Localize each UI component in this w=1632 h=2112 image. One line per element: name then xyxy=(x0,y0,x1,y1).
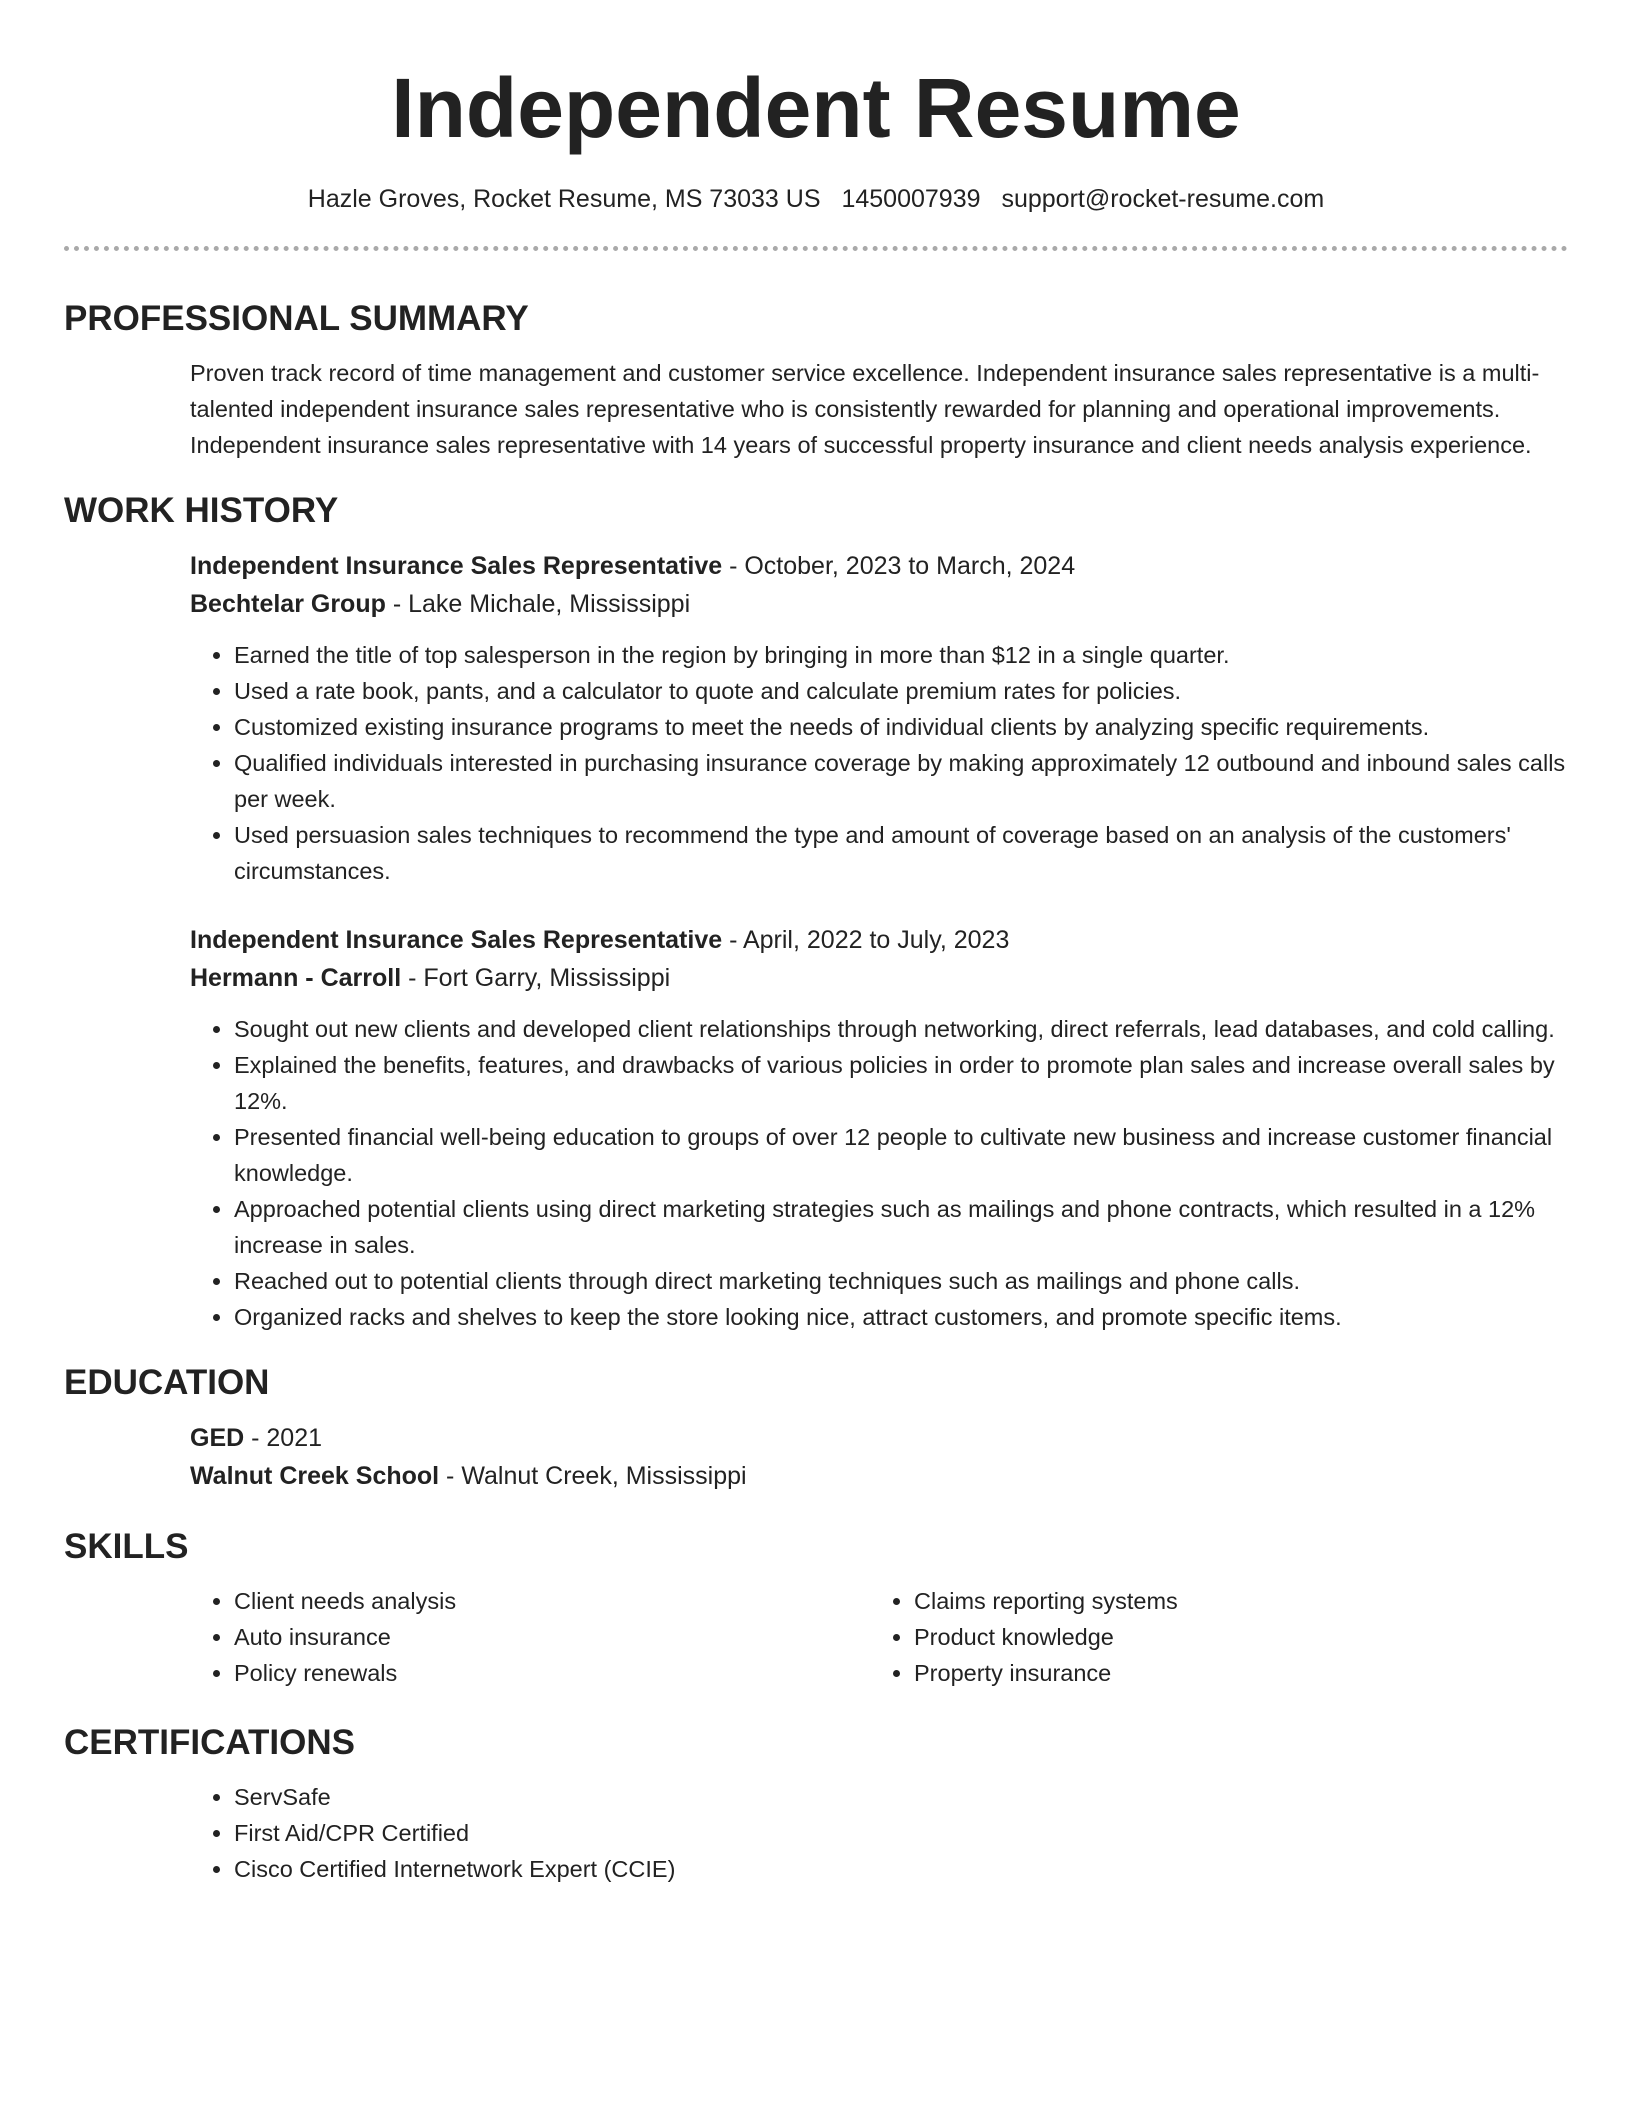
resume-title: Independent Resume xyxy=(391,61,1241,155)
contact-email[interactable]: support@rocket-resume.com xyxy=(1001,185,1325,213)
list-item: • First Aid/CPR Certified xyxy=(234,1815,1568,1851)
list-item: • Used a rate book, pants, and a calculator to quote and calculate premium rates for policies. xyxy=(234,673,1568,709)
certifications-list xyxy=(190,1779,1568,1887)
job-dates: - October, 2023 to March, 2024 xyxy=(722,552,1076,580)
list-item: • Reached out to potential clients through direct marketing techniques such as mailings and phone calls. xyxy=(234,1263,1568,1299)
education-school: Walnut Creek School xyxy=(190,1462,440,1490)
education-location: - Walnut Creek, Mississippi xyxy=(439,1462,747,1490)
list-item: • Cisco Certified Internetwork Expert (CCIE) xyxy=(234,1851,1568,1887)
education-year: - 2021 xyxy=(244,1424,323,1452)
job-entry xyxy=(190,547,1568,889)
job-title-line xyxy=(190,547,1568,585)
summary-text: Proven track record of time management and customer service excellence. Independent insurance sales representative is a multi-talented independent insurance sales representative who is consistently rewarded for planning and operational improvements. Independent insurance sales representative with 14 years of successful property insurance and client needs analysis experience. xyxy=(190,360,1540,458)
skills-section xyxy=(64,1525,1568,1691)
work-history-section xyxy=(64,489,1568,1335)
job-entry xyxy=(190,921,1568,1335)
list-item: • Customized existing insurance programs to meet the needs of individual clients by analyzing specific requirements. xyxy=(234,709,1568,745)
certifications-heading: CERTIFICATIONS xyxy=(64,1723,356,1762)
contact-phone: 1450007939 xyxy=(841,185,981,213)
header-divider xyxy=(64,246,1568,251)
list-item: • Qualified individuals interested in purchasing insurance coverage by making approximately 12 outbound and inbound sales calls per week. xyxy=(234,745,1568,817)
list-item: • ServSafe xyxy=(234,1779,1568,1815)
job-company-line xyxy=(190,585,1568,623)
skills-left-column xyxy=(190,1583,870,1691)
list-item: • Product knowledge xyxy=(914,1619,1550,1655)
list-item: • Organized racks and shelves to keep the store looking nice, attract customers, and promote specific items. xyxy=(234,1299,1568,1335)
job-company: Bechtelar Group xyxy=(190,590,386,618)
contact-line xyxy=(64,182,1568,216)
job-company: Hermann - Carroll xyxy=(190,964,402,992)
list-item: • Earned the title of top salesperson in the region by bringing in more than $12 in a single quarter. xyxy=(234,637,1568,673)
list-item: • Sought out new clients and developed client relationships through networking, direct referrals, lead databases, and cold calling. xyxy=(234,1011,1568,1047)
resume-page xyxy=(64,0,1568,1887)
list-item: • Used persuasion sales techniques to recommend the type and amount of coverage based on an analysis of the customers' circumstances. xyxy=(234,817,1568,889)
list-item: • Client needs analysis xyxy=(234,1583,870,1619)
list-item: • Approached potential clients using direct marketing strategies such as mailings and phone contracts, which resulted in a 12% increase in sales. xyxy=(234,1191,1568,1263)
job-company-line xyxy=(190,959,1568,997)
certifications-section xyxy=(64,1721,1568,1887)
summary-heading: PROFESSIONAL SUMMARY xyxy=(64,299,529,338)
job-title: Independent Insurance Sales Representative xyxy=(190,926,723,954)
list-item: • Presented financial well-being education to groups of over 12 people to cultivate new business and increase customer financial knowledge. xyxy=(234,1119,1568,1191)
job-title-line xyxy=(190,921,1568,959)
list-item: • Claims reporting systems xyxy=(914,1583,1550,1619)
skills-right-column xyxy=(870,1583,1550,1691)
education-section xyxy=(64,1361,1568,1495)
skills-heading: SKILLS xyxy=(64,1527,189,1566)
education-heading: EDUCATION xyxy=(64,1363,270,1402)
list-item: • Explained the benefits, features, and drawbacks of various policies in order to promote plan sales and increase overall sales by 12%. xyxy=(234,1047,1568,1119)
education-school-line xyxy=(190,1457,1568,1495)
education-degree: GED xyxy=(190,1424,245,1452)
list-item: • Policy renewals xyxy=(234,1655,870,1691)
job-bullets xyxy=(190,637,1568,889)
contact-address: Hazle Groves, Rocket Resume, MS 73033 US xyxy=(307,185,821,213)
job-bullets xyxy=(190,1011,1568,1335)
job-location: - Fort Garry, Mississippi xyxy=(401,964,671,992)
job-location: - Lake Michale, Mississippi xyxy=(385,590,691,618)
job-title: Independent Insurance Sales Representative xyxy=(190,552,723,580)
education-degree-line xyxy=(190,1419,1568,1457)
summary-section xyxy=(64,297,1568,463)
skills-grid xyxy=(190,1583,1568,1691)
work-history-heading: WORK HISTORY xyxy=(64,491,339,530)
job-dates: - April, 2022 to July, 2023 xyxy=(722,926,1010,954)
list-item: • Auto insurance xyxy=(234,1619,870,1655)
list-item: • Property insurance xyxy=(914,1655,1550,1691)
